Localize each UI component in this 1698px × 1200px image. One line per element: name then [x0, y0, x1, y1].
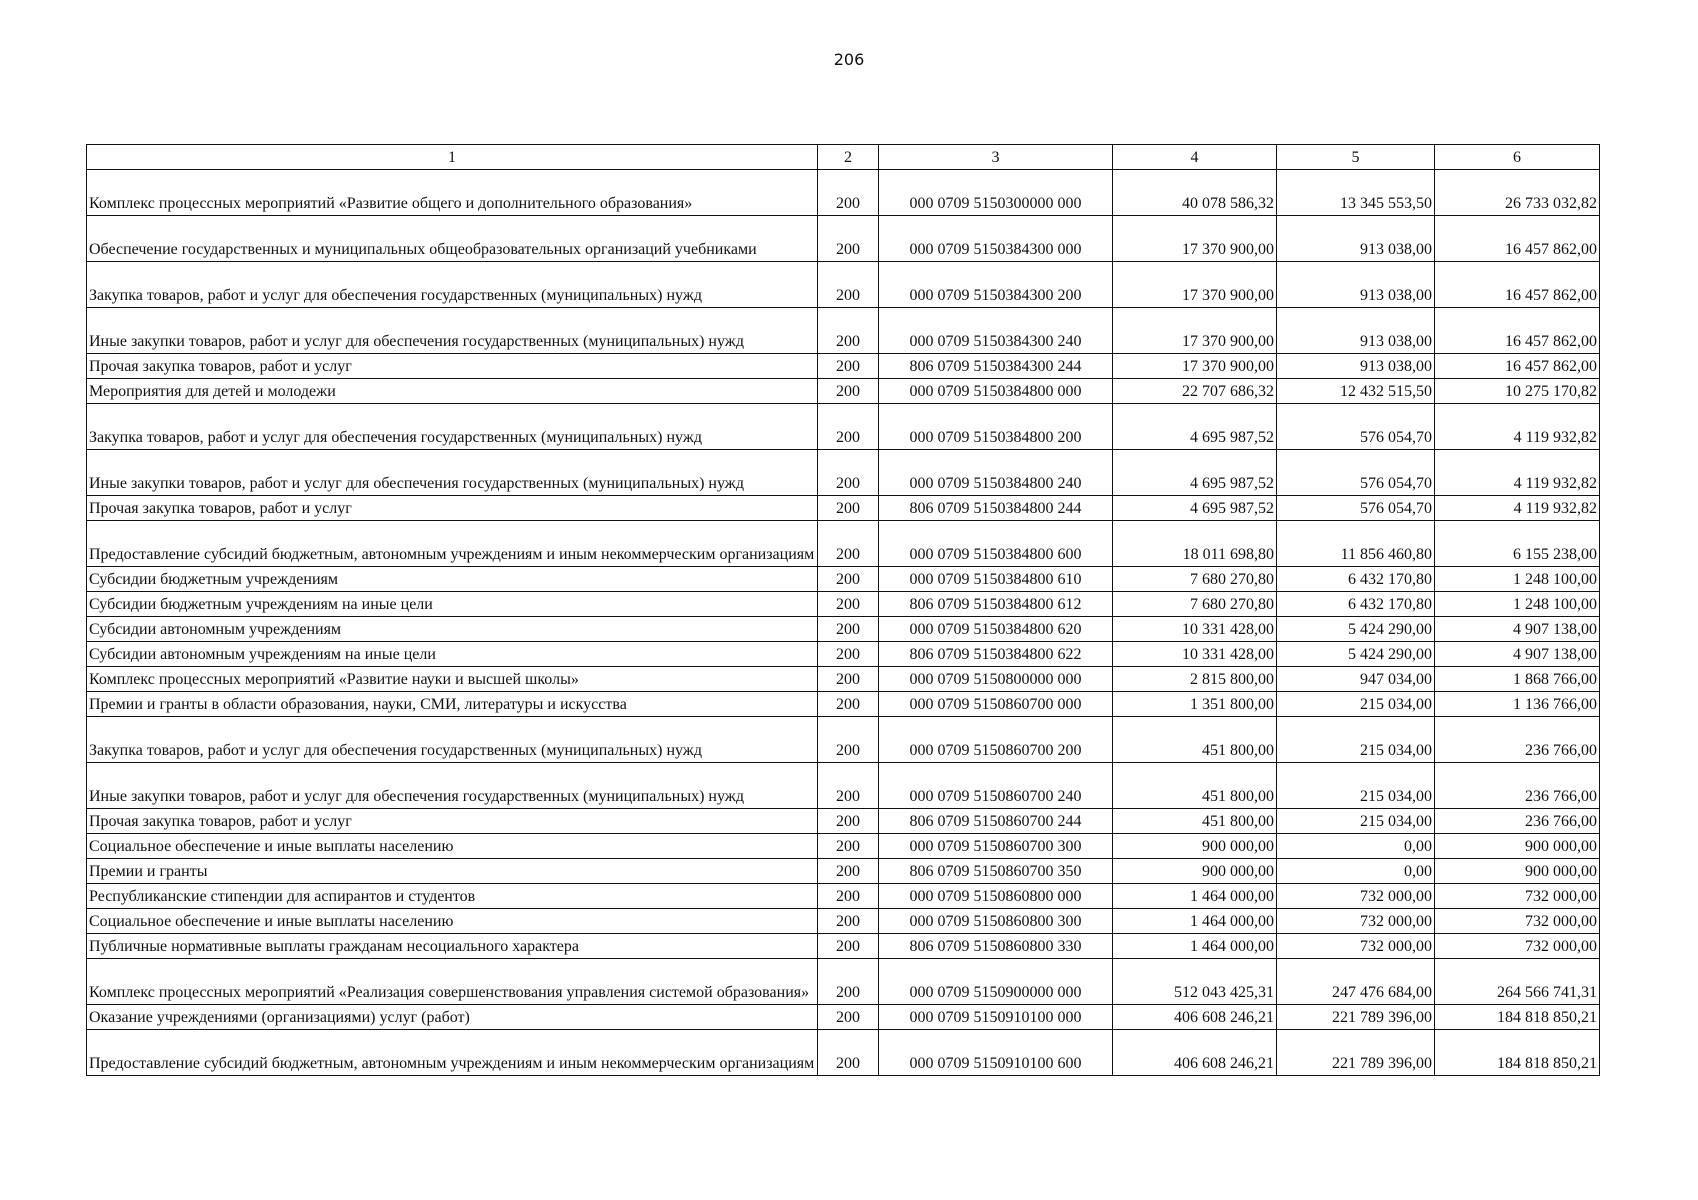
row-code-cell: 200 [818, 308, 879, 354]
row-col6-cell: 264 566 741,31 [1435, 959, 1600, 1005]
row-col6-cell: 236 766,00 [1435, 763, 1600, 809]
row-col6-cell: 184 818 850,21 [1435, 1030, 1600, 1076]
row-col5-cell: 215 034,00 [1277, 809, 1435, 834]
column-header: 6 [1435, 145, 1600, 170]
row-col5-cell: 913 038,00 [1277, 354, 1435, 379]
row-col4-cell: 4 695 987,52 [1113, 450, 1277, 496]
row-col4-cell: 40 078 586,32 [1113, 170, 1277, 216]
row-col4-cell: 7 680 270,80 [1113, 592, 1277, 617]
row-col5-cell: 12 432 515,50 [1277, 379, 1435, 404]
row-col6-cell: 4 907 138,00 [1435, 617, 1600, 642]
row-col5-cell: 221 789 396,00 [1277, 1005, 1435, 1030]
table-row [87, 262, 1600, 308]
row-col5-cell: 913 038,00 [1277, 262, 1435, 308]
table-row [87, 884, 1600, 909]
row-col4-cell: 2 815 800,00 [1113, 667, 1277, 692]
table-row [87, 170, 1600, 216]
row-name-cell: Предоставление субсидий бюджетным, автономным учреждениям и иным некоммерческим организациям [87, 521, 818, 567]
row-col4-cell: 900 000,00 [1113, 859, 1277, 884]
row-col6-cell: 16 457 862,00 [1435, 262, 1600, 308]
row-kbk-cell: 000 0709 5150384800 610 [879, 567, 1113, 592]
row-col4-cell: 18 011 698,80 [1113, 521, 1277, 567]
row-name-cell: Закупка товаров, работ и услуг для обеспечения государственных (муниципальных) нужд [87, 262, 818, 308]
table-row [87, 308, 1600, 354]
table-row [87, 959, 1600, 1005]
row-col4-cell: 451 800,00 [1113, 763, 1277, 809]
row-col6-cell: 16 457 862,00 [1435, 354, 1600, 379]
row-col4-cell: 22 707 686,32 [1113, 379, 1277, 404]
row-code-cell: 200 [818, 567, 879, 592]
row-code-cell: 200 [818, 884, 879, 909]
row-col6-cell: 6 155 238,00 [1435, 521, 1600, 567]
row-col5-cell: 13 345 553,50 [1277, 170, 1435, 216]
row-name-cell: Премии и гранты в области образования, науки, СМИ, литературы и искусства [87, 692, 818, 717]
column-header: 3 [879, 145, 1113, 170]
row-kbk-cell: 000 0709 5150384800 200 [879, 404, 1113, 450]
table-body [87, 170, 1600, 1076]
row-col5-cell: 215 034,00 [1277, 717, 1435, 763]
row-kbk-cell: 806 0709 5150384800 622 [879, 642, 1113, 667]
table-row [87, 450, 1600, 496]
row-kbk-cell: 000 0709 5150900000 000 [879, 959, 1113, 1005]
table-row [87, 717, 1600, 763]
row-kbk-cell: 000 0709 5150910100 600 [879, 1030, 1113, 1076]
row-col4-cell: 406 608 246,21 [1113, 1030, 1277, 1076]
row-col5-cell: 576 054,70 [1277, 404, 1435, 450]
table-row [87, 379, 1600, 404]
row-kbk-cell: 806 0709 5150860800 330 [879, 934, 1113, 959]
row-code-cell: 200 [818, 834, 879, 859]
row-name-cell: Иные закупки товаров, работ и услуг для обеспечения государственных (муниципальных) нужд [87, 763, 818, 809]
row-code-cell: 200 [818, 354, 879, 379]
row-col5-cell: 576 054,70 [1277, 496, 1435, 521]
row-col6-cell: 4 119 932,82 [1435, 496, 1600, 521]
row-name-cell: Субсидии бюджетным учреждениям на иные цели [87, 592, 818, 617]
row-col5-cell: 11 856 460,80 [1277, 521, 1435, 567]
column-header: 4 [1113, 145, 1277, 170]
row-name-cell: Предоставление субсидий бюджетным, автономным учреждениям и иным некоммерческим организациям [87, 1030, 818, 1076]
table-row [87, 592, 1600, 617]
row-col6-cell: 732 000,00 [1435, 909, 1600, 934]
row-kbk-cell: 000 0709 5150384800 240 [879, 450, 1113, 496]
row-name-cell: Иные закупки товаров, работ и услуг для обеспечения государственных (муниципальных) нужд [87, 308, 818, 354]
row-kbk-cell: 000 0709 5150860700 000 [879, 692, 1113, 717]
row-col4-cell: 1 464 000,00 [1113, 909, 1277, 934]
row-col4-cell: 17 370 900,00 [1113, 308, 1277, 354]
row-col6-cell: 900 000,00 [1435, 834, 1600, 859]
table-row [87, 617, 1600, 642]
row-col4-cell: 900 000,00 [1113, 834, 1277, 859]
row-kbk-cell: 806 0709 5150860700 350 [879, 859, 1113, 884]
row-name-cell: Социальное обеспечение и иные выплаты населению [87, 834, 818, 859]
row-col4-cell: 10 331 428,00 [1113, 617, 1277, 642]
row-col5-cell: 215 034,00 [1277, 692, 1435, 717]
row-col5-cell: 221 789 396,00 [1277, 1030, 1435, 1076]
table-row [87, 216, 1600, 262]
row-kbk-cell: 000 0709 5150384300 240 [879, 308, 1113, 354]
row-col4-cell: 1 464 000,00 [1113, 934, 1277, 959]
row-code-cell: 200 [818, 379, 879, 404]
row-name-cell: Прочая закупка товаров, работ и услуг [87, 354, 818, 379]
row-col6-cell: 4 119 932,82 [1435, 404, 1600, 450]
table-row [87, 567, 1600, 592]
row-kbk-cell: 000 0709 5150384300 000 [879, 216, 1113, 262]
row-kbk-cell: 000 0709 5150384800 600 [879, 521, 1113, 567]
row-col5-cell: 6 432 170,80 [1277, 592, 1435, 617]
budget-table [86, 144, 1600, 1076]
table-row [87, 809, 1600, 834]
row-code-cell: 200 [818, 617, 879, 642]
row-col5-cell: 247 476 684,00 [1277, 959, 1435, 1005]
row-col5-cell: 0,00 [1277, 859, 1435, 884]
row-col6-cell: 1 248 100,00 [1435, 592, 1600, 617]
row-col4-cell: 406 608 246,21 [1113, 1005, 1277, 1030]
row-code-cell: 200 [818, 170, 879, 216]
table-row [87, 642, 1600, 667]
row-name-cell: Мероприятия для детей и молодежи [87, 379, 818, 404]
table-row [87, 763, 1600, 809]
row-kbk-cell: 000 0709 5150860700 200 [879, 717, 1113, 763]
row-kbk-cell: 806 0709 5150384300 244 [879, 354, 1113, 379]
row-name-cell: Закупка товаров, работ и услуг для обеспечения государственных (муниципальных) нужд [87, 717, 818, 763]
row-col6-cell: 16 457 862,00 [1435, 308, 1600, 354]
column-header: 5 [1277, 145, 1435, 170]
row-kbk-cell: 806 0709 5150860700 244 [879, 809, 1113, 834]
row-col5-cell: 0,00 [1277, 834, 1435, 859]
row-col4-cell: 451 800,00 [1113, 809, 1277, 834]
row-col6-cell: 4 119 932,82 [1435, 450, 1600, 496]
row-col4-cell: 451 800,00 [1113, 717, 1277, 763]
row-col4-cell: 17 370 900,00 [1113, 216, 1277, 262]
table-row [87, 1005, 1600, 1030]
table-row [87, 859, 1600, 884]
table-row [87, 404, 1600, 450]
row-col6-cell: 16 457 862,00 [1435, 216, 1600, 262]
row-col4-cell: 4 695 987,52 [1113, 404, 1277, 450]
row-code-cell: 200 [818, 642, 879, 667]
row-name-cell: Субсидии автономным учреждениям [87, 617, 818, 642]
row-name-cell: Комплекс процессных мероприятий «Реализация совершенствования управления системой образования» [87, 959, 818, 1005]
row-kbk-cell: 000 0709 5150384300 200 [879, 262, 1113, 308]
table-row [87, 692, 1600, 717]
row-col5-cell: 6 432 170,80 [1277, 567, 1435, 592]
table-row [87, 667, 1600, 692]
row-code-cell: 200 [818, 496, 879, 521]
row-name-cell: Социальное обеспечение и иные выплаты населению [87, 909, 818, 934]
row-col5-cell: 732 000,00 [1277, 934, 1435, 959]
row-code-cell: 200 [818, 809, 879, 834]
row-col5-cell: 913 038,00 [1277, 216, 1435, 262]
row-kbk-cell: 000 0709 5150384800 620 [879, 617, 1113, 642]
row-name-cell: Субсидии бюджетным учреждениям [87, 567, 818, 592]
row-col6-cell: 26 733 032,82 [1435, 170, 1600, 216]
row-name-cell: Закупка товаров, работ и услуг для обеспечения государственных (муниципальных) нужд [87, 404, 818, 450]
table-row [87, 1030, 1600, 1076]
row-name-cell: Премии и гранты [87, 859, 818, 884]
row-col6-cell: 236 766,00 [1435, 809, 1600, 834]
row-code-cell: 200 [818, 450, 879, 496]
row-code-cell: 200 [818, 667, 879, 692]
row-code-cell: 200 [818, 763, 879, 809]
row-kbk-cell: 000 0709 5150860800 000 [879, 884, 1113, 909]
row-kbk-cell: 806 0709 5150384800 244 [879, 496, 1113, 521]
row-kbk-cell: 806 0709 5150384800 612 [879, 592, 1113, 617]
row-col6-cell: 732 000,00 [1435, 934, 1600, 959]
row-col5-cell: 732 000,00 [1277, 884, 1435, 909]
row-code-cell: 200 [818, 717, 879, 763]
row-col5-cell: 5 424 290,00 [1277, 642, 1435, 667]
row-col5-cell: 913 038,00 [1277, 308, 1435, 354]
row-code-cell: 200 [818, 692, 879, 717]
row-col6-cell: 1 868 766,00 [1435, 667, 1600, 692]
row-col6-cell: 10 275 170,82 [1435, 379, 1600, 404]
row-col4-cell: 17 370 900,00 [1113, 354, 1277, 379]
row-name-cell: Субсидии автономным учреждениям на иные цели [87, 642, 818, 667]
row-kbk-cell: 000 0709 5150384800 000 [879, 379, 1113, 404]
row-col6-cell: 1 136 766,00 [1435, 692, 1600, 717]
row-name-cell: Публичные нормативные выплаты гражданам несоциального характера [87, 934, 818, 959]
row-name-cell: Иные закупки товаров, работ и услуг для обеспечения государственных (муниципальных) нужд [87, 450, 818, 496]
row-name-cell: Прочая закупка товаров, работ и услуг [87, 496, 818, 521]
header-row [87, 145, 1600, 170]
table-row [87, 354, 1600, 379]
row-col6-cell: 4 907 138,00 [1435, 642, 1600, 667]
column-header: 1 [87, 145, 818, 170]
table-row [87, 909, 1600, 934]
row-code-cell: 200 [818, 404, 879, 450]
row-kbk-cell: 000 0709 5150800000 000 [879, 667, 1113, 692]
row-col4-cell: 1 464 000,00 [1113, 884, 1277, 909]
row-col4-cell: 7 680 270,80 [1113, 567, 1277, 592]
row-col5-cell: 576 054,70 [1277, 450, 1435, 496]
column-header: 2 [818, 145, 879, 170]
row-code-cell: 200 [818, 859, 879, 884]
table-row [87, 496, 1600, 521]
row-col4-cell: 4 695 987,52 [1113, 496, 1277, 521]
row-col5-cell: 5 424 290,00 [1277, 617, 1435, 642]
row-name-cell: Оказание учреждениями (организациями) услуг (работ) [87, 1005, 818, 1030]
row-col4-cell: 512 043 425,31 [1113, 959, 1277, 1005]
row-kbk-cell: 000 0709 5150860800 300 [879, 909, 1113, 934]
row-code-cell: 200 [818, 262, 879, 308]
row-kbk-cell: 000 0709 5150860700 300 [879, 834, 1113, 859]
page-number: 206 [833, 50, 865, 69]
row-kbk-cell: 000 0709 5150860700 240 [879, 763, 1113, 809]
row-code-cell: 200 [818, 959, 879, 1005]
row-kbk-cell: 000 0709 5150300000 000 [879, 170, 1113, 216]
row-name-cell: Комплекс процессных мероприятий «Развитие науки и высшей школы» [87, 667, 818, 692]
row-name-cell: Комплекс процессных мероприятий «Развитие общего и дополнительного образования» [87, 170, 818, 216]
row-col4-cell: 1 351 800,00 [1113, 692, 1277, 717]
row-name-cell: Республиканские стипендии для аспирантов и студентов [87, 884, 818, 909]
row-col5-cell: 215 034,00 [1277, 763, 1435, 809]
row-col5-cell: 732 000,00 [1277, 909, 1435, 934]
row-col5-cell: 947 034,00 [1277, 667, 1435, 692]
row-col6-cell: 184 818 850,21 [1435, 1005, 1600, 1030]
row-code-cell: 200 [818, 592, 879, 617]
row-kbk-cell: 000 0709 5150910100 000 [879, 1005, 1113, 1030]
row-col6-cell: 900 000,00 [1435, 859, 1600, 884]
row-name-cell: Обеспечение государственных и муниципальных общеобразовательных организаций учебниками [87, 216, 818, 262]
row-code-cell: 200 [818, 934, 879, 959]
row-col6-cell: 236 766,00 [1435, 717, 1600, 763]
row-code-cell: 200 [818, 216, 879, 262]
row-col4-cell: 10 331 428,00 [1113, 642, 1277, 667]
row-name-cell: Прочая закупка товаров, работ и услуг [87, 809, 818, 834]
row-code-cell: 200 [818, 1005, 879, 1030]
table-row [87, 934, 1600, 959]
row-code-cell: 200 [818, 1030, 879, 1076]
row-col6-cell: 732 000,00 [1435, 884, 1600, 909]
row-code-cell: 200 [818, 521, 879, 567]
row-col6-cell: 1 248 100,00 [1435, 567, 1600, 592]
row-code-cell: 200 [818, 909, 879, 934]
row-col4-cell: 17 370 900,00 [1113, 262, 1277, 308]
table-row [87, 834, 1600, 859]
table-row [87, 521, 1600, 567]
